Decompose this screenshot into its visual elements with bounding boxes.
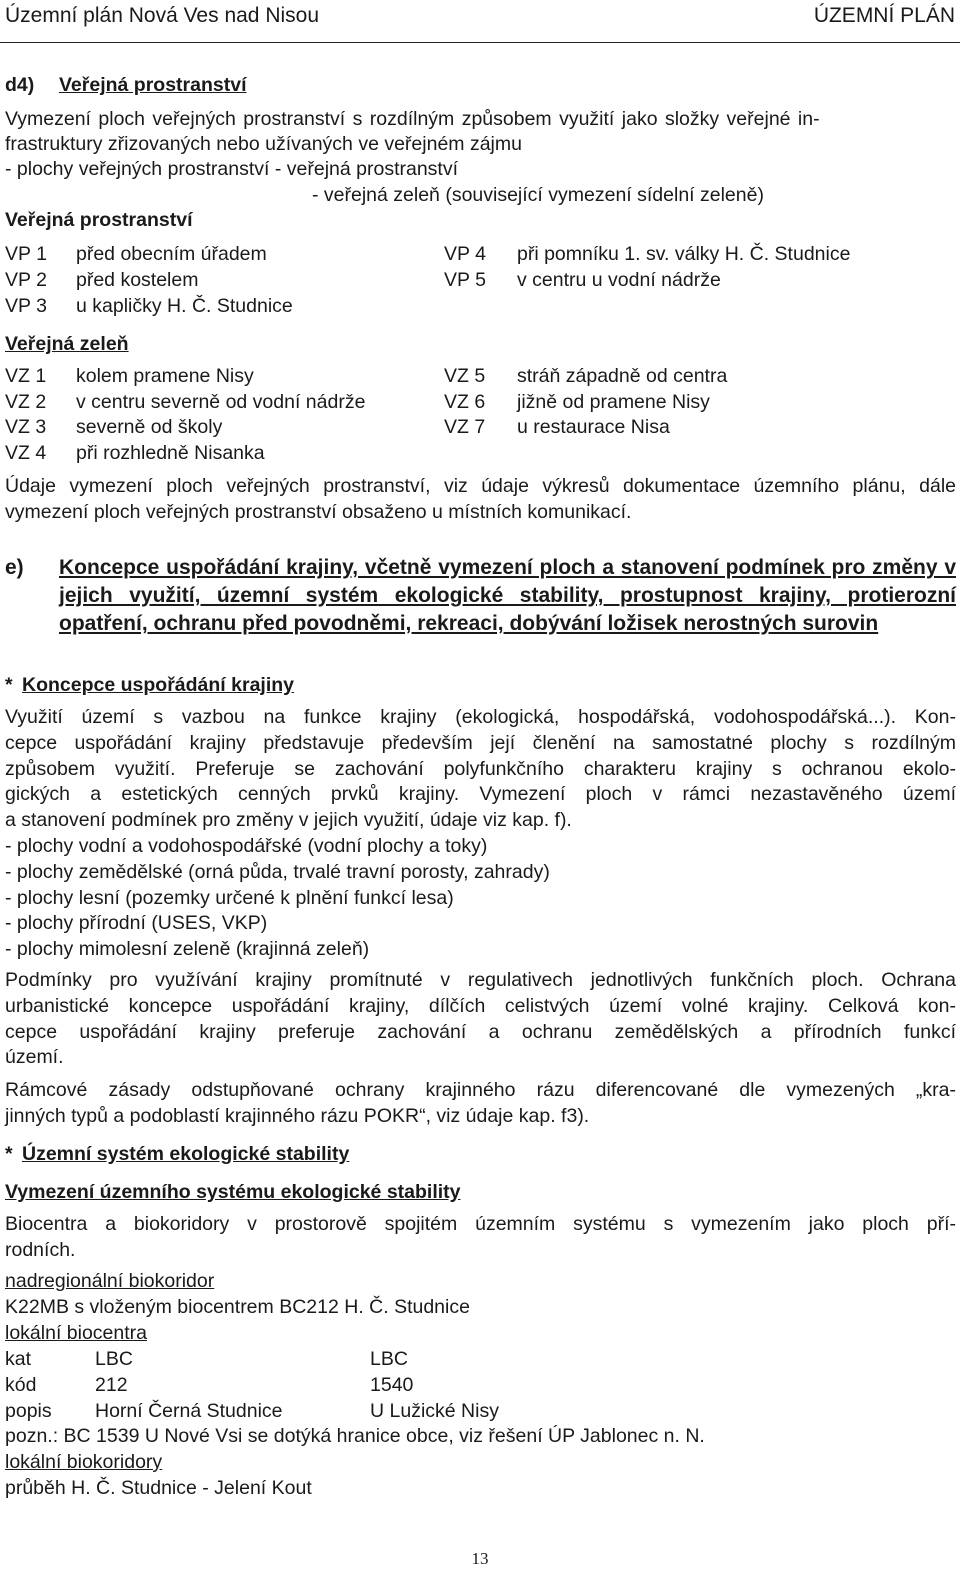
lbc-label: lokální biocentra [5,1322,148,1344]
d4-note: Údaje vymezení ploch veřejných prostranství, viz údaje výkresů dokumentace územního plánu, dále vymezení ploch veřejných prostranství obsaženo u místních komunikací. [5,475,956,523]
p3-line: jinných typů a podoblastí krajinného rázu POKR“, viz údaje kap. f3). [5,1104,590,1127]
lbc-row-key: kat [5,1348,32,1370]
lbk-text: průběh H. Č. Studnice - Jelení Kout [5,1477,312,1499]
p3-line: Rámcové zásady odstupňované ochrany krajinného rázu diferencované dle vymezených „kra- [5,1079,956,1101]
vp-item-name: před kostelem [76,269,199,291]
d4-intro-line1 [5,108,956,131]
sub2-star: * [5,1143,13,1165]
p2-line: urbanistické koncepce uspořádání krajiny, dílčích celistvých území volné krajiny. Celková kon- [5,994,956,1017]
p1-line: Využití území s vazbou na funkce krajiny (ekologická, hospodářská, vodohospodářská...). Kon- [5,706,956,728]
p1-line: cepce uspořádání krajiny představuje především její členění na samostatné plochy s rozdílným [5,731,956,754]
vz-item: VZ 6 [444,391,486,413]
p1-block [5,705,956,963]
lbc-row-key: kód [5,1374,37,1396]
vz-item: VZ 7 [444,416,486,438]
lbc-cell: Horní Černá Studnice [95,1400,283,1422]
p2-line: cepce uspořádání krajiny preferuje zachování a ochranu zemědělských a přírodních funkcí [5,1020,956,1043]
bullet-item: - plochy zemědělské (orná půda, trvalé travní porosty, zahrady) [5,860,550,883]
lbc-cell: 1540 [370,1374,414,1396]
nadreg-label: nadregionální biokoridor [5,1270,215,1292]
lbc-cell: LBC [370,1348,408,1370]
vz-item-name: při rozhledně Nisanka [76,442,265,464]
section-title-e: Koncepce uspořádání krajiny, včetně vymezení ploch a stanovení podmínek pro změny v jejich využití, územní systém ekologické stability, prostupnost krajiny, protierozní opatření, ochranu před povodněmi, rekreaci, dobývání ložisek nerostných surovin [59,556,956,635]
p3-block [5,1078,956,1130]
vp-item: VP 2 [5,269,47,291]
vp-item: VP 1 [5,243,47,265]
p2-block [5,968,956,1071]
vz-item: VZ 1 [5,365,47,387]
p1-line: způsobem využití. Preferuje se zachování polyfunkčního charakteru krajiny s ochranou ekolo- [5,757,956,780]
p2-line: Podmínky pro využívání krajiny promítnuté v regulativech jednotlivých funkčních ploch. Ochrana [5,969,956,991]
vz-item-name: v centru severně od vodní nádrže [76,391,366,413]
header-left: Územní plán Nová Ves nad Nisou [5,4,320,27]
d4-intro-line2: frastruktury zřizovaných nebo užívaných ve veřejném zájmu [5,133,522,155]
d4-intro-a: Vymezení ploch veřejných prostranství s rozdílným způsobem využití jako složky veřejné in- [5,108,820,130]
lbc-cell: LBC [95,1348,133,1370]
header-right: ÚZEMNÍ PLÁN [813,4,955,27]
section-code-e: e) [5,556,24,579]
vz-item: VZ 2 [5,391,47,413]
header-rule [0,42,960,43]
pozn-note: pozn.: BC 1539 U Nové Vsi se dotýká hranice obce, viz řešení ÚP Jablonec n. N. [5,1425,705,1447]
vz-item-name: u restaurace Nisa [517,416,670,438]
p1-line: gických a estetických cenných prvků krajiny. Vymezení ploch v rámci nezastavěného území [5,783,956,806]
bullet-item: - plochy lesní (pozemky určené k plnění funkcí lesa) [5,886,454,909]
lbc-row-key: popis [5,1400,52,1422]
nadreg-text: K22MB s vloženým biocentrem BC212 H. Č. Studnice [5,1296,470,1318]
bullet-item: - plochy vodní a vodohospodářské (vodní plochy a toky) [5,834,488,857]
vz-item-name: stráň západně od centra [517,365,728,387]
p4-block [5,1212,956,1264]
vz-heading: Veřejná zeleň [5,333,129,355]
p4-line: rodních. [5,1238,76,1261]
vz-item-name: severně od školy [76,416,223,438]
bullet-item: - plochy přírodní (USES, VKP) [5,912,268,935]
d4-line-public-spaces: - plochy veřejných prostranství - veřejná prostranství [5,158,459,180]
sub1-heading: Koncepce uspořádání krajiny [22,674,295,696]
vp-heading: Veřejná prostranství [5,209,193,231]
section-code-d4: d4) [5,74,35,96]
sub1-star: * [5,674,13,696]
vz-item-name: kolem pramene Nisy [76,365,254,387]
vp-item-name: při pomníku 1. sv. války H. Č. Studnice [517,243,851,265]
sub2-heading: Územní systém ekologické stability [22,1143,350,1165]
page-number: 13 [471,1549,489,1568]
vz-item: VZ 3 [5,416,47,438]
vz-item-name: jižně od pramene Nisy [517,391,710,413]
vp-item: VP 3 [5,295,47,317]
vp-item: VP 4 [444,243,486,265]
p1-line: a stanovení podmínek pro změny v jejich využití, údaje viz kap. f). [5,809,572,832]
vz-item: VZ 4 [5,442,47,464]
p4-line: Biocentra a biokoridory v prostorově spojitém územním systému s vymezením jako ploch pří- [5,1213,956,1235]
bullet-item: - plochy mimolesní zeleně (krajinná zeleň) [5,938,370,961]
d4-line-public-greenery: - veřejná zeleň (související vymezení sídelní zeleně) [312,184,764,206]
vz-item: VZ 5 [444,365,486,387]
vp-item: VP 5 [444,269,486,291]
lbk-label: lokální biokoridory [5,1451,163,1473]
vp-item-name: v centru u vodní nádrže [517,269,721,291]
vp-item-name: u kapličky H. Č. Studnice [76,295,293,317]
lbc-cell: U Lužické Nisy [370,1400,499,1422]
vp-item-name: před obecním úřadem [76,243,267,265]
sub3-heading: Vymezení územního systému ekologické stability [5,1181,461,1203]
section-title-d4: Veřejná prostranství [59,74,247,96]
lbc-cell: 212 [95,1374,128,1396]
p2-line: území. [5,1046,64,1069]
